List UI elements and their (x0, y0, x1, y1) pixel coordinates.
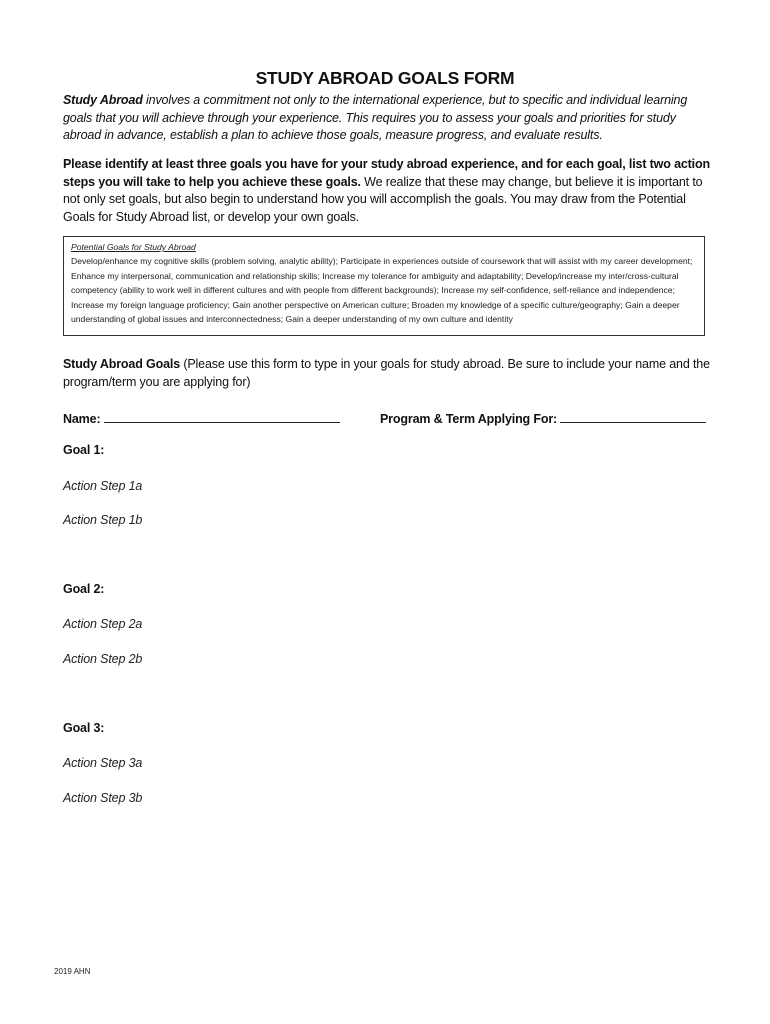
action-step-1b[interactable]: Action Step 1b (63, 513, 143, 527)
action-step-1a[interactable]: Action Step 1a (63, 479, 143, 493)
action-step-3a[interactable]: Action Step 3a (63, 756, 143, 770)
action-step-2b[interactable]: Action Step 2b (63, 652, 143, 666)
goals-heading-text: (Please use this form to type in your goals for study abroad. Be sure to include your name and the program/term you are applying for) (63, 357, 710, 389)
goal-2-label: Goal 2: (63, 582, 105, 596)
intro-bold-lead: Study Abroad (63, 93, 143, 107)
action-step-2a[interactable]: Action Step 2a (63, 617, 143, 631)
goals-section-heading (63, 356, 713, 391)
instructions-paragraph (63, 156, 711, 226)
goal-1-label: Goal 1: (63, 443, 105, 457)
goals-heading-bold: Study Abroad Goals (63, 357, 180, 371)
name-field-row (63, 409, 340, 426)
intro-paragraph (63, 92, 713, 145)
potential-goals-box (63, 236, 705, 336)
instructions-text: We realize that these may change, but believe it is important to not only set goals, but also begin to understand how you will accomplish the goals. You may draw from the Potential Goals for Study Abroad list, or develop your own goals. (63, 174, 703, 224)
program-field-row (380, 409, 706, 426)
program-input[interactable] (560, 409, 706, 423)
instructions-bold: Please identify at least three goals you have for your study abroad experience, and for each goal, list two action steps you will take to help you achieve these goals. (63, 157, 710, 189)
action-step-3b[interactable]: Action Step 3b (63, 791, 143, 805)
page-title: STUDY ABROAD GOALS FORM (255, 68, 515, 88)
potential-goals-text: Develop/enhance my cognitive skills (problem solving, analytic ability); Participate in experiences outside of coursework that will assist with my career development; Enhance my interpersonal, communication and relationship skills; Increase my tolerance for ambiguity and adaptability; Develop/increase my inter/cross-cultural competency (ability to work well in different cultures and with people from different backgrounds); Increase my self-confidence, self-reliance and independence; Increase my foreign language proficiency; Gain another perspective on American culture; Broaden my knowledge of a specific culture/geography; Gain a deeper understanding of global issues and interconnectedness; Gain a deeper understanding of my own culture and identity (71, 256, 693, 325)
potential-goals-title: Potential Goals for Study Abroad (71, 242, 196, 252)
goal-3-label: Goal 3: (63, 721, 105, 735)
footer-text: 2019 AHN (54, 967, 91, 976)
program-label: Program & Term Applying For: (380, 412, 558, 426)
name-input[interactable] (104, 409, 340, 423)
name-label: Name: (63, 412, 101, 426)
intro-text: involves a commitment not only to the international experience, but to specific and individual learning goals that you will achieve through your experience. This requires you to assess your goals and priorities for study abroad in advance, establish a plan to achieve those goals, measure progress, and evaluate results. (63, 93, 688, 142)
